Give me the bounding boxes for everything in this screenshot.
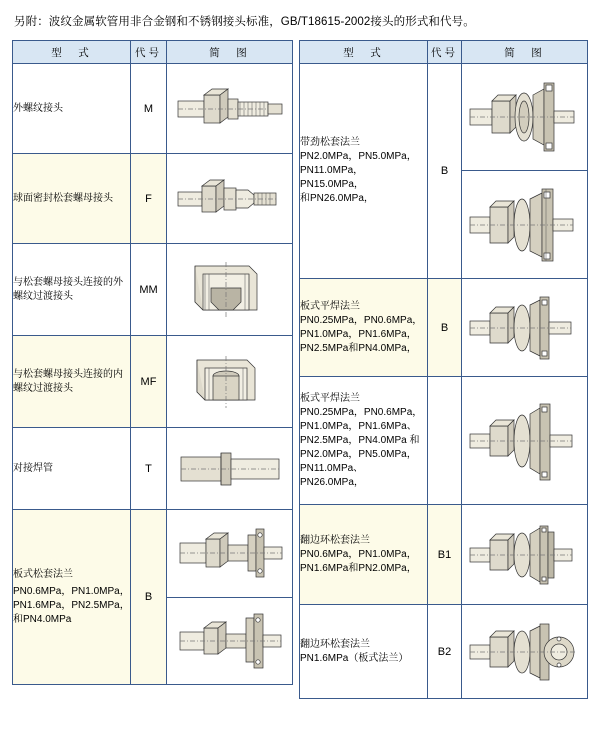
type-line: 板式平焊法兰 xyxy=(300,300,360,312)
type-line: 板式平焊法兰 xyxy=(300,392,360,404)
table-row xyxy=(13,510,293,685)
row-figure xyxy=(462,64,588,171)
row-figure xyxy=(462,171,588,279)
lap-joint-ring-flange-icon xyxy=(466,512,584,598)
ribbed-lap-flange-2-icon xyxy=(466,179,584,271)
type-line: PN11.0MPa、PN26.0MPa， xyxy=(300,462,364,488)
type-line: 翻边环松套法兰 xyxy=(300,534,370,546)
table-row xyxy=(13,428,293,510)
type-line: 翻边环松套法兰 xyxy=(300,638,370,650)
left-spec-table xyxy=(12,40,293,685)
row-figure xyxy=(462,377,588,505)
lap-joint-ring-flange-plate-icon xyxy=(466,611,584,693)
row-code: B xyxy=(428,279,462,377)
row-type-label xyxy=(300,377,428,505)
table-row xyxy=(300,377,588,505)
type-line: PN0.25MPa，PN0.6MPa， xyxy=(300,314,423,326)
row-figure xyxy=(167,510,293,685)
row-type-label xyxy=(13,510,131,685)
row-figure xyxy=(167,64,293,154)
male-thread-fitting-icon xyxy=(170,79,290,139)
row-code: MF xyxy=(131,336,167,428)
table-row xyxy=(13,154,293,244)
right-spec-table xyxy=(299,40,588,699)
type-line: PN1.6MPa和PN2.0MPa， xyxy=(300,562,417,574)
type-line: PN1.0MPa，PN1.6MPa、 xyxy=(300,420,417,432)
figure-bottom xyxy=(167,598,292,684)
male-transition-fitting-icon xyxy=(175,254,285,326)
row-figure xyxy=(462,505,588,605)
plate-lap-joint-flange-icon-1 xyxy=(172,519,288,589)
type-line: PN2.5MPa和PN4.0MPa， xyxy=(300,342,417,354)
row-code: B2 xyxy=(428,605,462,699)
page-title: 另附：波纹金属软管用非合金钢和不锈钢接头标准，GB/T18615-2002接头的形式和代号。 xyxy=(14,16,475,28)
plate-welding-flange-1-icon xyxy=(466,285,584,371)
type-line: PN2.0MPa，PN5.0MPa， xyxy=(300,151,417,162)
row-figure xyxy=(167,154,293,244)
row-code: M xyxy=(131,64,167,154)
row-type-label xyxy=(300,64,428,279)
row-type-label xyxy=(300,605,428,699)
row-type-detail: PN0.6MPa，PN1.0MPa，PN1.6MPa，PN2.5MPa，和PN4.0MPa xyxy=(13,585,130,625)
spherical-union-nut-fitting-icon xyxy=(170,168,290,230)
row-type-label: 外螺纹接头 xyxy=(13,64,131,154)
type-line: PN1.0MPa，PN1.6MPa， xyxy=(300,328,417,340)
type-line: 带劲松套法兰 xyxy=(300,137,360,148)
table-row xyxy=(13,64,293,154)
table-row xyxy=(300,64,588,171)
row-code: B xyxy=(428,64,462,279)
butt-weld-pipe-icon xyxy=(171,441,289,497)
row-type-title: 板式松套法兰 xyxy=(13,568,73,580)
type-line: PN1.6MPa（板式法兰） xyxy=(300,652,409,664)
table-row xyxy=(300,505,588,605)
plate-welding-flange-2-icon xyxy=(466,386,584,496)
type-line: PN2.5MPa，PN4.0MPa 和 xyxy=(300,434,420,446)
row-figure xyxy=(167,244,293,336)
row-type-label: 对接焊管 xyxy=(13,428,131,510)
table-row xyxy=(300,279,588,377)
type-line: PN0.6MPa，PN1.0MPa， xyxy=(300,548,417,560)
plate-lap-joint-flange-icon-2 xyxy=(172,606,288,676)
type-line: PN2.0MPa，PN5.0MPa， xyxy=(300,448,417,460)
row-type-label xyxy=(300,505,428,605)
row-code xyxy=(428,377,462,505)
left-table-header-row xyxy=(13,41,293,64)
ribbed-lap-flange-1-icon xyxy=(466,71,584,163)
table-row xyxy=(13,336,293,428)
tables-container xyxy=(12,40,588,699)
female-transition-fitting-icon xyxy=(175,346,285,418)
row-code: B1 xyxy=(428,505,462,605)
row-figure xyxy=(167,336,293,428)
header-type: 型 式 xyxy=(300,41,428,64)
row-figure xyxy=(462,279,588,377)
figure-top xyxy=(167,510,292,598)
row-type-label: 与松套螺母接头连接的内螺纹过渡接头 xyxy=(13,336,131,428)
header-figure: 简 图 xyxy=(167,41,293,64)
type-line: PN11.0MPa，PN15.0MPa， xyxy=(300,165,364,190)
row-figure xyxy=(462,605,588,699)
table-row xyxy=(13,244,293,336)
type-line: PN0.25MPa，PN0.6MPa， xyxy=(300,406,423,418)
row-type-label xyxy=(300,279,428,377)
header-code: 代号 xyxy=(131,41,167,64)
type-line: 和PN26.0MPa， xyxy=(300,193,374,204)
row-code: F xyxy=(131,154,167,244)
row-figure xyxy=(167,428,293,510)
row-code: T xyxy=(131,428,167,510)
right-table-header-row xyxy=(300,41,588,64)
row-type-label: 球面密封松套螺母接头 xyxy=(13,154,131,244)
row-type-label: 与松套螺母接头连接的外螺纹过渡接头 xyxy=(13,244,131,336)
header-type: 型 式 xyxy=(13,41,131,64)
header-code: 代号 xyxy=(428,41,462,64)
row-code: MM xyxy=(131,244,167,336)
row-code: B xyxy=(131,510,167,685)
header-figure: 简 图 xyxy=(462,41,588,64)
table-row xyxy=(300,605,588,699)
